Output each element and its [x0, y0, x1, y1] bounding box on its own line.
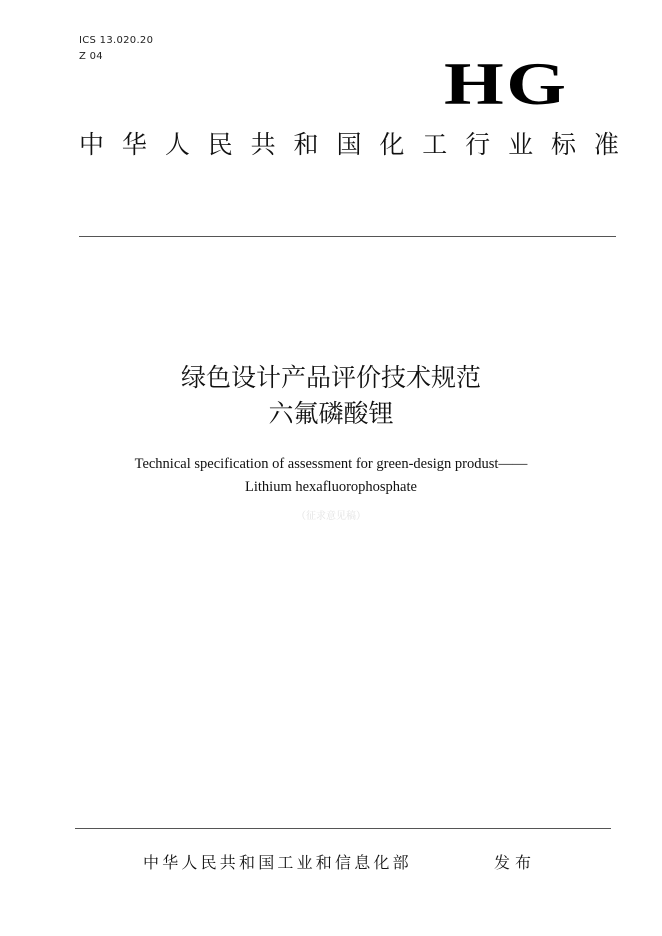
- draft-status-note: （征求意见稿）: [296, 511, 366, 522]
- issued-label: 发布: [494, 853, 537, 872]
- standard-type-char: 化: [379, 130, 405, 159]
- standard-type-char: 准: [593, 130, 619, 159]
- standard-type-char: 工: [422, 130, 448, 159]
- title-cn-line1: 绿色设计产品评价技术规范: [180, 363, 481, 392]
- standard-type-char: 国: [336, 130, 362, 159]
- hg-logo: HG: [444, 51, 569, 117]
- ics-code: ICS 13.020.20: [79, 35, 154, 46]
- standard-type-char: 共: [250, 130, 276, 159]
- top-divider: [79, 236, 616, 237]
- ccs-code: Z 04: [79, 51, 103, 62]
- standard-type-char: 人: [164, 130, 190, 159]
- standard-type-char: 行: [465, 130, 491, 159]
- standard-type-char: 标: [550, 130, 576, 159]
- standard-type-heading: [79, 128, 619, 162]
- bottom-divider: [75, 828, 611, 829]
- title-cn-line2: 六氟磷酸锂: [268, 399, 394, 428]
- title-en-line2: Lithium hexafluorophosphate: [245, 479, 417, 495]
- standard-type-char: 民: [207, 130, 233, 159]
- standard-type-char: 中: [79, 130, 105, 159]
- classification-codes: [79, 33, 153, 65]
- standard-type-char: 华: [121, 130, 147, 159]
- standard-type-char: 和: [293, 130, 319, 159]
- issuing-authority: 中华人民共和国工业和信息化部: [143, 853, 412, 872]
- title-en-line1: Technical specification of assessment for green-design produst——: [134, 456, 528, 472]
- standard-type-char: 业: [508, 130, 534, 159]
